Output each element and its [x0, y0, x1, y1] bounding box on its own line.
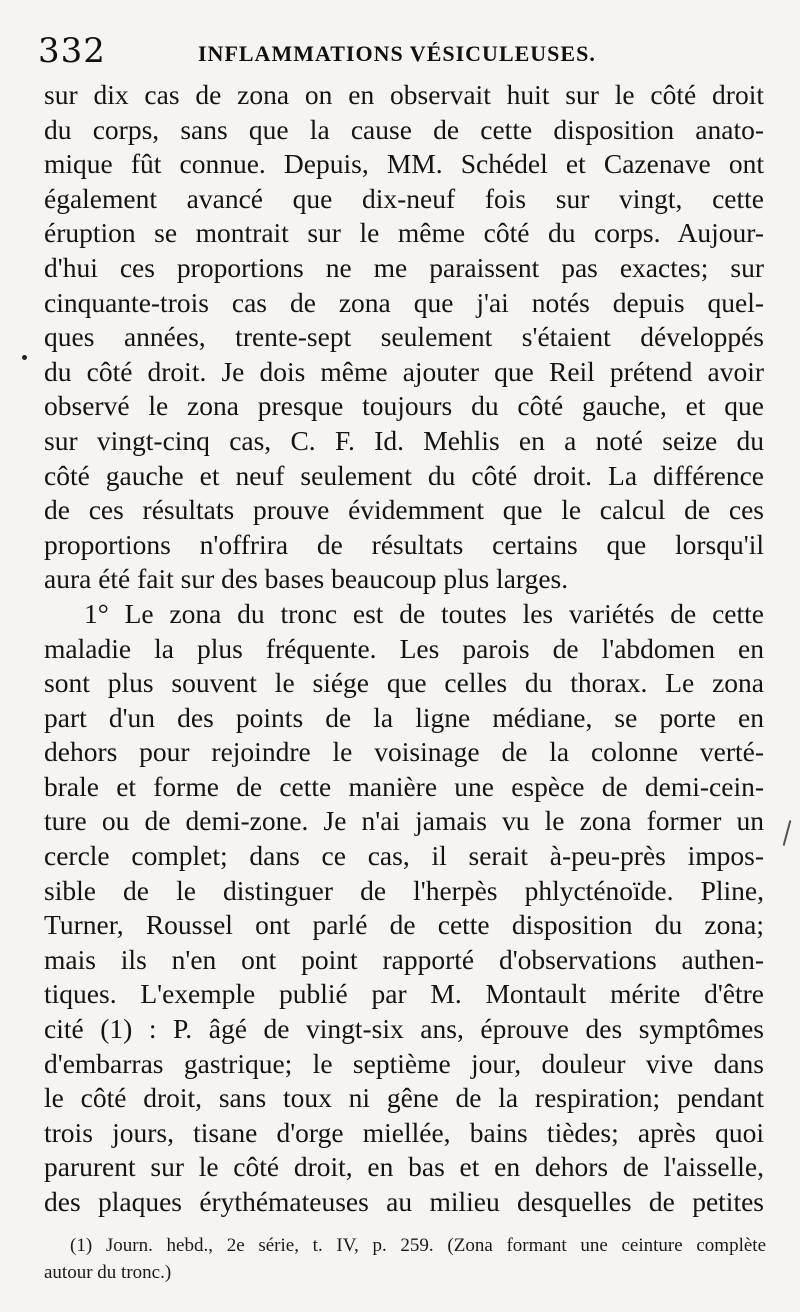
text-line: mais ils n'en ont point rapporté d'observations authen- [44, 943, 764, 975]
text-line: tiques. L'exemple publié par M. Montault mérite d'être [44, 978, 764, 1010]
text-line: sur vingt-cinq cas, C. F. Id. Mehlis en a noté seize du [44, 424, 764, 456]
margin-dot [22, 355, 27, 360]
margin-mark [783, 820, 792, 846]
text-line: cinquante-trois cas de zona que j'ai notés depuis quel- [44, 286, 764, 318]
text-line: du côté droit. Je dois même ajouter que Reil prétend avoir [44, 355, 764, 387]
text-line: trois jours, tisane d'orge miellée, bains tièdes; après quoi [44, 1116, 764, 1148]
body-text [44, 78, 764, 1220]
text-line: ture ou de demi-zone. Je n'ai jamais vu le zona former un [44, 805, 764, 837]
text-line: maladie la plus fréquente. Les parois de l'abdomen en [44, 632, 764, 664]
text-line: Turner, Roussel ont parlé de cette disposition du zona; [44, 909, 764, 941]
footnote-line: (1) Journ. hebd., 2e série, t. IV, p. 259. (Zona formant une ceinture complète [70, 1235, 766, 1256]
text-line: cité (1) : P. âgé de vingt-six ans, éprouve des symptômes [44, 1013, 764, 1045]
text-line: parurent sur le côté droit, en bas et en dehors de l'aisselle, [44, 1151, 764, 1183]
text-line: proportions n'offrira de résultats certains que lorsqu'il [44, 528, 764, 560]
page-header [38, 28, 768, 74]
text-line: d'hui ces proportions ne me paraissent pas exactes; sur [44, 251, 764, 283]
text-line: sur dix cas de zona on en observait huit sur le côté droit [44, 79, 764, 110]
page-number: 332 [38, 31, 106, 71]
text-line: également avancé que dix-neuf fois sur vingt, cette [44, 182, 764, 214]
running-head: INFLAMMATIONS VÉSICULEUSES. [198, 41, 596, 66]
text-line: cercle complet; dans ce cas, il serait à-peu-près impos- [44, 840, 764, 872]
text-line: sont plus souvent le siége que celles du thorax. Le zona [44, 667, 764, 699]
text-line: observé le zona presque toujours du côté gauche, et que [44, 390, 764, 422]
text-line: sible de le distinguer de l'herpès phlycténoïde. Pline, [44, 874, 764, 906]
text-line: du corps, sans que la cause de cette disposition anato- [44, 113, 764, 145]
text-line: éruption se montrait sur le même côté du corps. Aujour- [44, 217, 764, 249]
footnote [44, 1232, 766, 1286]
text-line: aura été fait sur des bases beaucoup plus larges. [44, 563, 569, 595]
text-line: côté gauche et neuf seulement du côté droit. La différence [44, 459, 764, 491]
footnote-line: autour du tronc.) [44, 1262, 172, 1283]
text-line: brale et forme de cette manière une espèce de demi-cein- [44, 770, 764, 802]
text-line: des plaques érythémateuses au milieu desquelles de petites [44, 1186, 764, 1217]
text-line: d'embarras gastrique; le septième jour, douleur vive dans [44, 1047, 764, 1079]
text-line: 1° Le zona du tronc est de toutes les variétés de cette [84, 597, 764, 629]
text-line: le côté droit, sans toux ni gêne de la respiration; pendant [44, 1082, 764, 1114]
text-line: ques années, trente-sept seulement s'étaient développés [44, 321, 764, 353]
text-line: part d'un des points de la ligne médiane, se porte en [44, 701, 764, 733]
text-line: mique fût connue. Depuis, MM. Schédel et Cazenave ont [44, 148, 764, 180]
text-line: dehors pour rejoindre le voisinage de la colonne verté- [44, 736, 764, 768]
text-line: de ces résultats prouve évidemment que le calcul de ces [44, 494, 764, 526]
